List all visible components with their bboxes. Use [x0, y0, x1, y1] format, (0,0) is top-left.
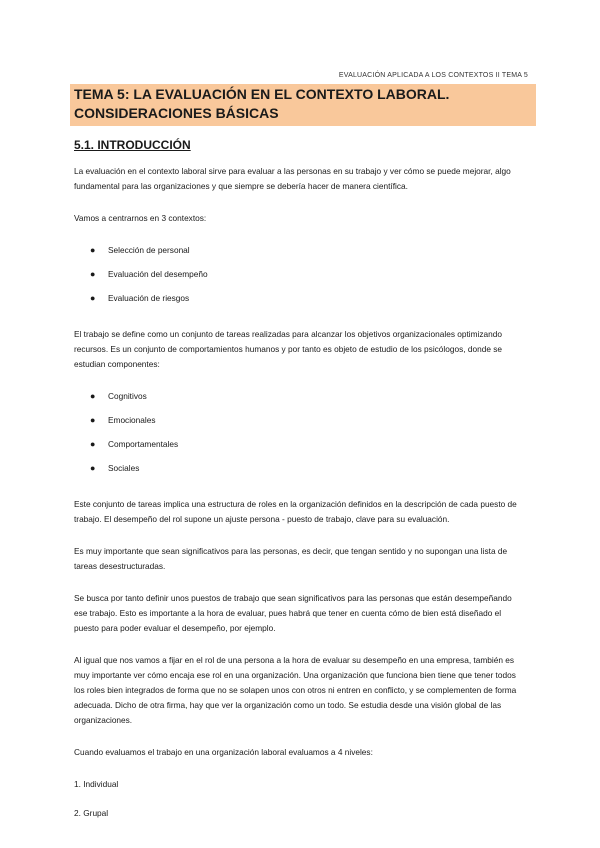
bullet-icon: ●: [90, 415, 96, 425]
paragraph: Se busca por tanto definir unos puestos de trabajo que sean significativos para las personas que están desempeñando ese trabajo. Esto es importante a la hora de evaluar, pues habrá que tener en cuenta cómo de bien está diseñado el puesto para poder evaluar el desempeño, por ejemplo.: [74, 593, 512, 633]
list-item-label: Evaluación de riesgos: [108, 293, 190, 303]
list-item-label: Sociales: [108, 463, 140, 473]
paragraph: El trabajo se define como un conjunto de tareas realizadas para alcanzar los objetivos organizacionales optimizando recursos. Es un conjunto de comportamientos humanos y por tanto es objeto de estudio de los psicólogos, donde se estudian componentes:: [74, 329, 503, 369]
paragraph: Cuando evaluamos el trabajo en una organización laboral evaluamos a 4 niveles:: [74, 747, 373, 757]
list-item-label: Comportamentales: [108, 439, 179, 449]
list-item-label: Selección de personal: [108, 245, 190, 255]
bullet-list-contexts: [74, 243, 526, 315]
bullet-icon: ●: [90, 245, 96, 255]
paragraph: La evaluación en el contexto laboral sirve para evaluar a las personas en su trabajo y ver cómo se puede mejorar, algo fundamental para las organizaciones y que siempre se debería hacer de manera científica.: [74, 166, 511, 191]
running-header: EVALUACIÓN APLICADA A LOS CONTEXTOS II TEMA 5: [338, 72, 528, 79]
list-item: [74, 291, 526, 315]
bullet-icon: ●: [90, 269, 96, 279]
bullet-icon: ●: [90, 463, 96, 473]
paragraph: Al igual que nos vamos a fijar en el rol de una persona a la hora de evaluar su desempeño en una empresa, también es muy importante ver cómo encaja ese rol en una organización. Una organización que funciona bien tiene que tener todos los roles bien integrados de forma que no se solapen unos con otros ni entren en conflicto, y se complementen de forma adecuada. Dicho de otra firma, hay que ver la organización como un todo. Se estudia desde una visión global de las organizaciones.: [74, 655, 517, 725]
paragraph: Es muy importante que sean significativos para las personas, es decir, que tengan sentido y no supongan una lista de tareas desestructuradas.: [74, 546, 508, 571]
paragraph: Este conjunto de tareas implica una estructura de roles en la organización definidos en la descripción de cada puesto de trabajo. El desempeño del rol supone un ajuste persona - puesto de trabajo, clave para su evaluación.: [74, 499, 517, 524]
section-heading: 5.1. INTRODUCCIÓN: [74, 138, 191, 152]
list-item: [74, 267, 526, 291]
title-band: [70, 84, 536, 126]
list-item: [74, 243, 526, 267]
level-item: 1. Individual: [74, 779, 119, 789]
list-item: [74, 437, 526, 461]
list-item-label: Evaluación del desempeño: [108, 269, 208, 279]
page-title: TEMA 5: LA EVALUACIÓN EN EL CONTEXTO LABORAL. CONSIDERACIONES BÁSICAS: [74, 86, 450, 121]
bullet-icon: ●: [90, 391, 96, 401]
list-item-label: Emocionales: [108, 415, 156, 425]
list-item-label: Cognitivos: [108, 391, 147, 401]
bullet-icon: ●: [90, 439, 96, 449]
bullet-list-components: [74, 389, 526, 485]
content: [74, 138, 526, 835]
list-item: [74, 389, 526, 413]
list-item: [74, 413, 526, 437]
list-item: [74, 461, 526, 485]
bullet-icon: ●: [90, 293, 96, 303]
paragraph: Vamos a centrarnos en 3 contextos:: [74, 213, 207, 223]
level-item: 2. Grupal: [74, 808, 109, 818]
